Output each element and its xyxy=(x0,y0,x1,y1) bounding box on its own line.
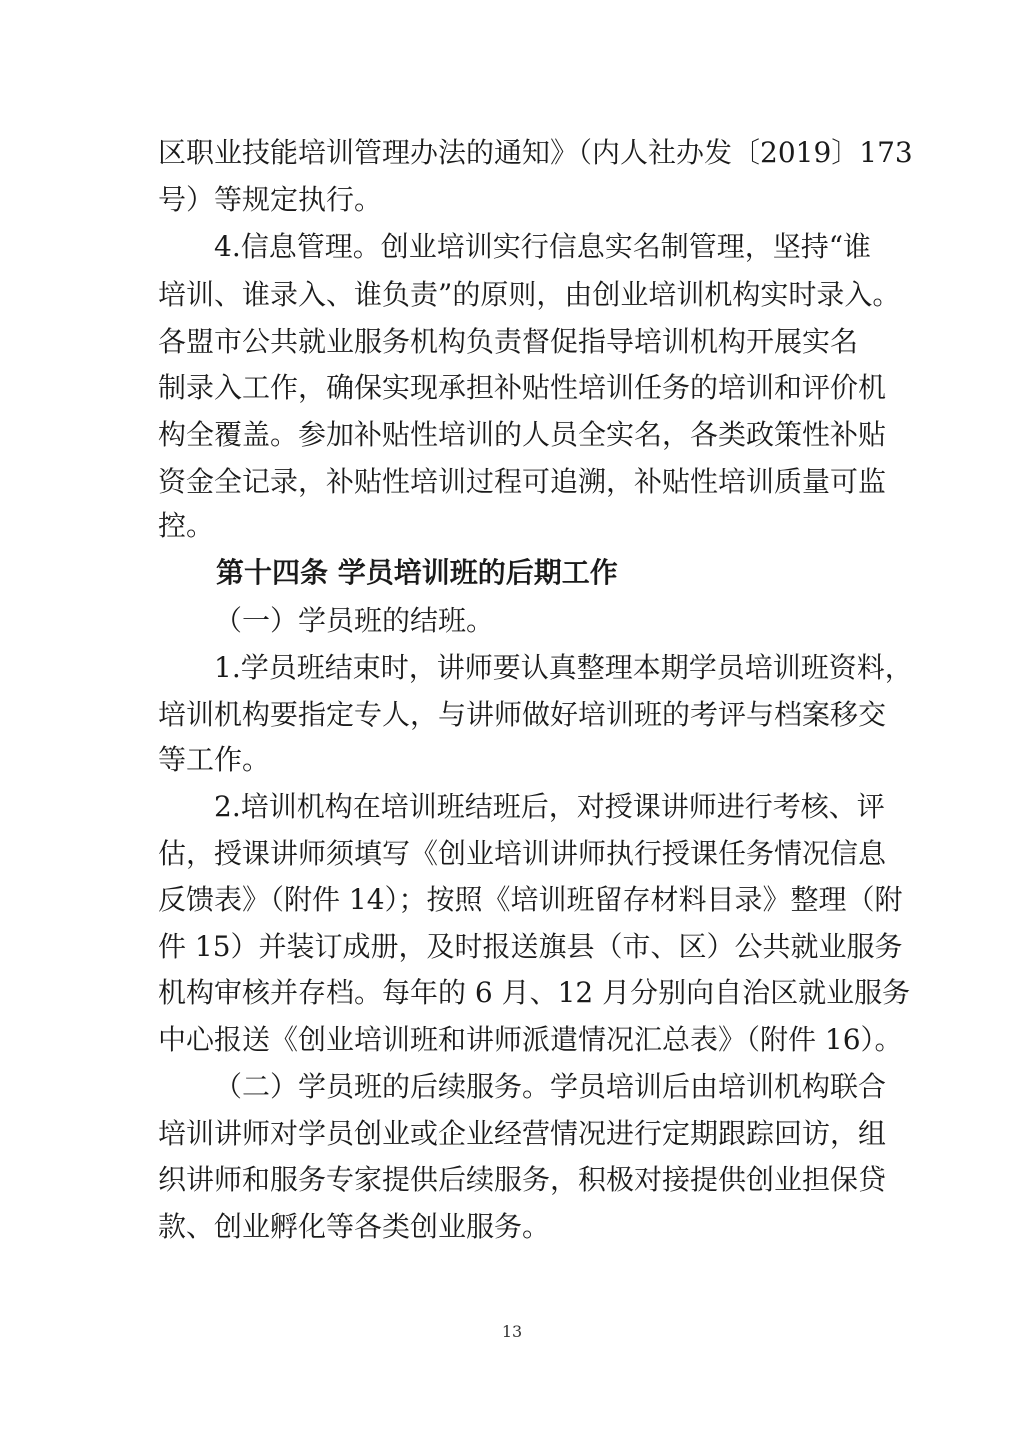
body-line: 构全覆盖。参加补贴性培训的人员全实名，各类政策性补贴 xyxy=(158,418,887,451)
body-line: 各盟市公共就业服务机构负责督促指导培训机构开展实名 xyxy=(158,325,859,358)
body-line: 资金全记录，补贴性培训过程可追溯，补贴性培训质量可监 xyxy=(158,465,887,498)
body-line: 织讲师和服务专家提供后续服务，积极对接提供创业担保贷 xyxy=(158,1163,887,1196)
body-line: 控。 xyxy=(158,509,215,542)
body-line: 估，授课讲师须填写《创业培训讲师执行授课任务情况信息 xyxy=(158,837,887,870)
paragraph-line: 1.学员班结束时，讲师要认真整理本期学员培训班资料， xyxy=(214,651,913,684)
paragraph-line: 4.信息管理。创业培训实行信息实名制管理，坚持“谁 xyxy=(214,230,872,263)
body-line: 培训、谁录入、谁负责”的原则，由创业培训机构实时录入。 xyxy=(158,278,901,311)
subsection-heading: （一）学员班的结班。 xyxy=(214,604,495,637)
body-line: 区职业技能培训管理办法的通知》（内人社办发〔2019〕173 xyxy=(158,136,913,169)
paragraph-line: （二）学员班的后续服务。学员培训后由培训机构联合 xyxy=(214,1070,887,1103)
body-line: 反馈表》（附件 14）；按照《培训班留存材料目录》整理（附 xyxy=(158,883,903,916)
body-line: 培训机构要指定专人，与讲师做好培训班的考评与档案移交 xyxy=(158,698,887,731)
paragraph-line: 2.培训机构在培训班结班后，对授课讲师进行考核、评 xyxy=(214,790,885,823)
body-line: 款、创业孵化等各类创业服务。 xyxy=(158,1210,551,1243)
body-line: 机构审核并存档。每年的 6 月、12 月分别向自治区就业服务 xyxy=(158,976,911,1009)
body-line: 等工作。 xyxy=(158,743,271,776)
body-line: 号）等规定执行。 xyxy=(158,183,383,216)
section-heading: 第十四条 学员培训班的后期工作 xyxy=(216,556,618,589)
body-line: 件 15）并装订成册，及时报送旗县（市、区）公共就业服务 xyxy=(158,930,903,963)
body-line: 培训讲师对学员创业或企业经营情况进行定期跟踪回访，组 xyxy=(158,1117,887,1150)
page-number: 13 xyxy=(501,1322,523,1341)
body-line: 制录入工作，确保实现承担补贴性培训任务的培训和评价机 xyxy=(158,371,887,404)
body-line: 中心报送《创业培训班和讲师派遣情况汇总表》（附件 16）。 xyxy=(158,1023,903,1056)
